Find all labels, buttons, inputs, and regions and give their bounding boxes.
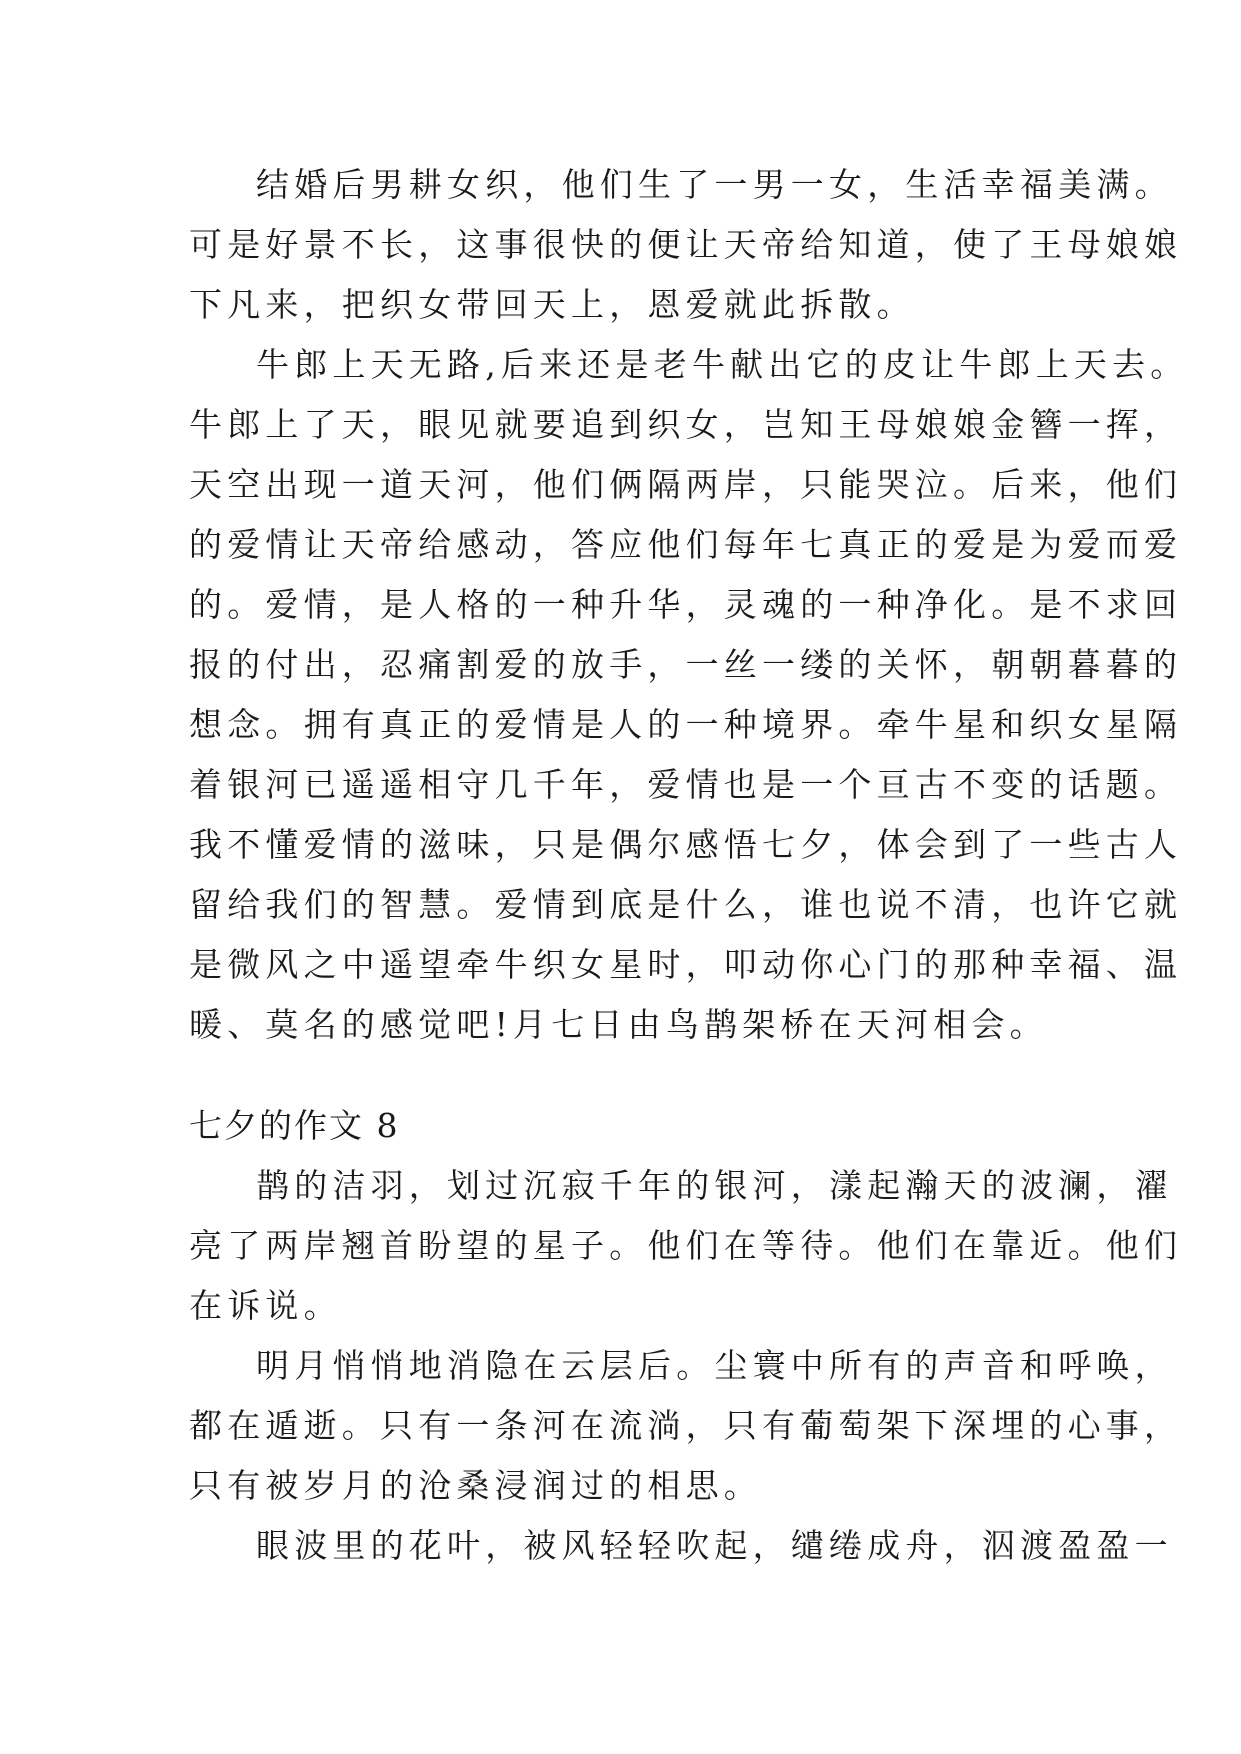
- paragraph-line: 亮了两岸翘首盼望的星子。他们在等待。他们在靠近。他们: [189, 1226, 1183, 1265]
- paragraph-line: 下凡来，把织女带回天上，恩爱就此拆散。: [189, 285, 915, 324]
- paragraph-line: 牛郎上天无路,后来还是老牛献出它的皮让牛郎上天去。: [256, 345, 1189, 384]
- section-heading: 七夕的作文 8: [189, 1106, 400, 1145]
- paragraph-line: 牛郎上了天，眼见就要追到织女，岂知王母娘娘金簪一挥，: [189, 405, 1183, 444]
- paragraph-line: 想念。拥有真正的爱情是人的一种境界。牵牛星和织女星隔: [189, 705, 1183, 744]
- paragraph-line: 是微风之中遥望牵牛织女星时，叩动你心门的那种幸福、温: [189, 945, 1183, 984]
- paragraph-line: 天空出现一道天河，他们俩隔两岸，只能哭泣。后来，他们: [189, 465, 1183, 504]
- paragraph-line: 报的付出，忍痛割爱的放手，一丝一缕的关怀，朝朝暮暮的: [189, 645, 1183, 684]
- paragraph-line: 在诉说。: [189, 1286, 342, 1325]
- paragraph-line: 可是好景不长，这事很快的便让天帝给知道，使了王母娘娘: [189, 225, 1183, 264]
- paragraph-line: 留给我们的智慧。爱情到底是什么，谁也说不清，也许它就: [189, 885, 1183, 924]
- paragraph-line: 的爱情让天帝给感动，答应他们每年七真正的爱是为爱而爱: [189, 525, 1183, 564]
- paragraph-line: 都在遁逝。只有一条河在流淌，只有葡萄架下深埋的心事，: [189, 1406, 1183, 1445]
- paragraph-line: 明月悄悄地消隐在云层后。尘寰中所有的声音和呼唤，: [256, 1346, 1173, 1385]
- paragraph-line: 着银河已遥遥相守几千年，爱情也是一个亘古不变的话题。: [189, 765, 1183, 804]
- paragraph-line: 鹊的洁羽，划过沉寂千年的银河，漾起瀚天的波澜，濯: [256, 1166, 1173, 1205]
- paragraph-line: 只有被岁月的沧桑浸润过的相思。: [189, 1466, 762, 1505]
- paragraph-line: 我不懂爱情的滋味，只是偶尔感悟七夕，体会到了一些古人: [189, 825, 1183, 864]
- paragraph-line: 眼波里的花叶，被风轻轻吹起，缱绻成舟，泅渡盈盈一: [256, 1526, 1173, 1565]
- paragraph-line: 的。爱情，是人格的一种升华，灵魂的一种净化。是不求回: [189, 585, 1183, 624]
- paragraph-line: 暖、莫名的感觉吧!月七日由鸟鹊架桥在天河相会。: [189, 1005, 1048, 1044]
- paragraph-line: 结婚后男耕女织，他们生了一男一女，生活幸福美满。: [256, 165, 1173, 204]
